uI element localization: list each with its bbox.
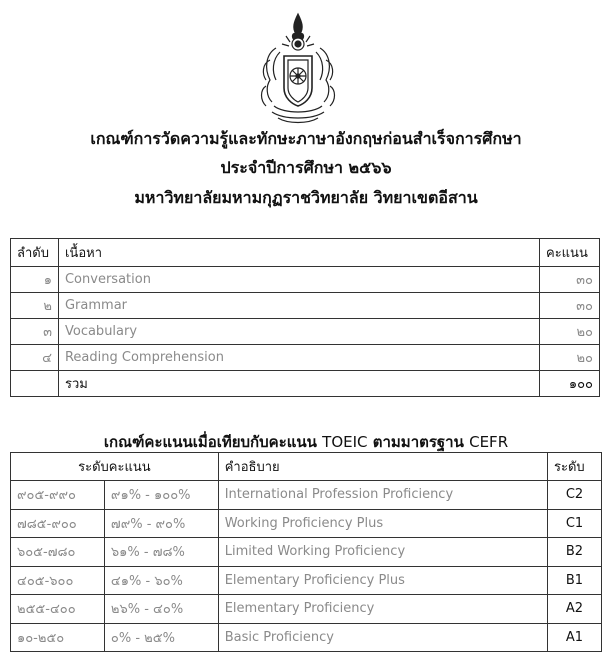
university-emblem-logo bbox=[256, 10, 340, 128]
row-score: ๒๐ bbox=[540, 319, 600, 345]
table-row bbox=[11, 538, 602, 567]
row-score: ๑๐-๒๕๐ bbox=[11, 623, 105, 652]
document-title-line1: เกณฑ์การวัดความรู้และทักษะภาษาอังกฤษก่อนสำเร็จการศึกษา bbox=[90, 129, 522, 148]
row-level: B1 bbox=[548, 566, 602, 595]
row-score: ๒๕๕-๔๐๐ bbox=[11, 595, 105, 624]
row-description: Limited Working Proficiency bbox=[218, 538, 547, 567]
cefr-comparison-table bbox=[10, 452, 602, 652]
header-description: คำอธิบาย bbox=[218, 453, 547, 481]
table-row bbox=[11, 595, 602, 624]
row-percent: ๔๑% - ๖๐% bbox=[104, 566, 218, 595]
row-no: ๒ bbox=[11, 293, 59, 319]
row-description: Working Proficiency Plus bbox=[218, 509, 547, 538]
header-no: ลำดับ bbox=[11, 239, 59, 267]
cefr-title-toeic: TOEIC bbox=[322, 433, 368, 451]
row-level: A2 bbox=[548, 595, 602, 624]
row-content: Grammar bbox=[58, 293, 539, 319]
table-row bbox=[11, 345, 600, 371]
row-percent: ๐% - ๒๕% bbox=[104, 623, 218, 652]
row-description: Basic Proficiency bbox=[218, 623, 547, 652]
row-level: C2 bbox=[548, 481, 602, 510]
row-content: Reading Comprehension bbox=[58, 345, 539, 371]
table-row bbox=[11, 293, 600, 319]
table-row bbox=[11, 509, 602, 538]
row-level: A1 bbox=[548, 623, 602, 652]
content-score-table bbox=[10, 238, 600, 397]
header-content: เนื้อหา bbox=[58, 239, 539, 267]
row-score: ๔๐๕-๖๐๐ bbox=[11, 566, 105, 595]
total-row bbox=[11, 371, 600, 397]
row-score: ๖๐๕-๗๘๐ bbox=[11, 538, 105, 567]
row-description: International Profession Proficiency bbox=[218, 481, 547, 510]
table-header-row bbox=[11, 453, 602, 481]
table-row bbox=[11, 566, 602, 595]
table-row bbox=[11, 267, 600, 293]
table-header-row bbox=[11, 239, 600, 267]
row-no: ๔ bbox=[11, 345, 59, 371]
row-score: ๓๐ bbox=[540, 293, 600, 319]
table-row bbox=[11, 481, 602, 510]
row-percent: ๙๑% - ๑๐๐% bbox=[104, 481, 218, 510]
row-score: ๒๐ bbox=[540, 345, 600, 371]
row-percent: ๖๑% - ๗๘% bbox=[104, 538, 218, 567]
row-description: Elementary Proficiency Plus bbox=[218, 566, 547, 595]
cefr-title-part2: ตามมาตรฐาน bbox=[372, 433, 464, 451]
total-score: ๑๐๐ bbox=[540, 371, 600, 397]
header-level: ระดับ bbox=[548, 453, 602, 481]
row-description: Elementary Proficiency bbox=[218, 595, 547, 624]
row-level: C1 bbox=[548, 509, 602, 538]
cefr-title-part1: เกณฑ์คะแนนเมื่อเทียบกับคะแนน bbox=[103, 433, 317, 451]
row-no: ๓ bbox=[11, 319, 59, 345]
table-row bbox=[11, 319, 600, 345]
row-percent: ๒๖% - ๔๐% bbox=[104, 595, 218, 624]
total-no-empty bbox=[11, 371, 59, 397]
header-score: คะแนน bbox=[540, 239, 600, 267]
row-score: ๗๘๕-๙๐๐ bbox=[11, 509, 105, 538]
row-level: B2 bbox=[548, 538, 602, 567]
row-content: Conversation bbox=[58, 267, 539, 293]
table-row bbox=[11, 623, 602, 652]
document-title-line2: ประจำปีการศึกษา ๒๕๖๖ bbox=[220, 158, 392, 177]
cefr-section-title bbox=[0, 430, 612, 454]
total-label: รวม bbox=[58, 371, 539, 397]
document-title-line3: มหาวิทยาลัยมหามกุฏราชวิทยาลัย วิทยาเขตอีสาน bbox=[134, 188, 478, 207]
header-score-range: ระดับคะแนน bbox=[11, 453, 219, 481]
row-score: ๓๐ bbox=[540, 267, 600, 293]
cefr-title-cefr: CEFR bbox=[469, 433, 509, 451]
row-no: ๑ bbox=[11, 267, 59, 293]
row-score: ๙๐๕-๙๙๐ bbox=[11, 481, 105, 510]
row-percent: ๗๙% - ๙๐% bbox=[104, 509, 218, 538]
row-content: Vocabulary bbox=[58, 319, 539, 345]
